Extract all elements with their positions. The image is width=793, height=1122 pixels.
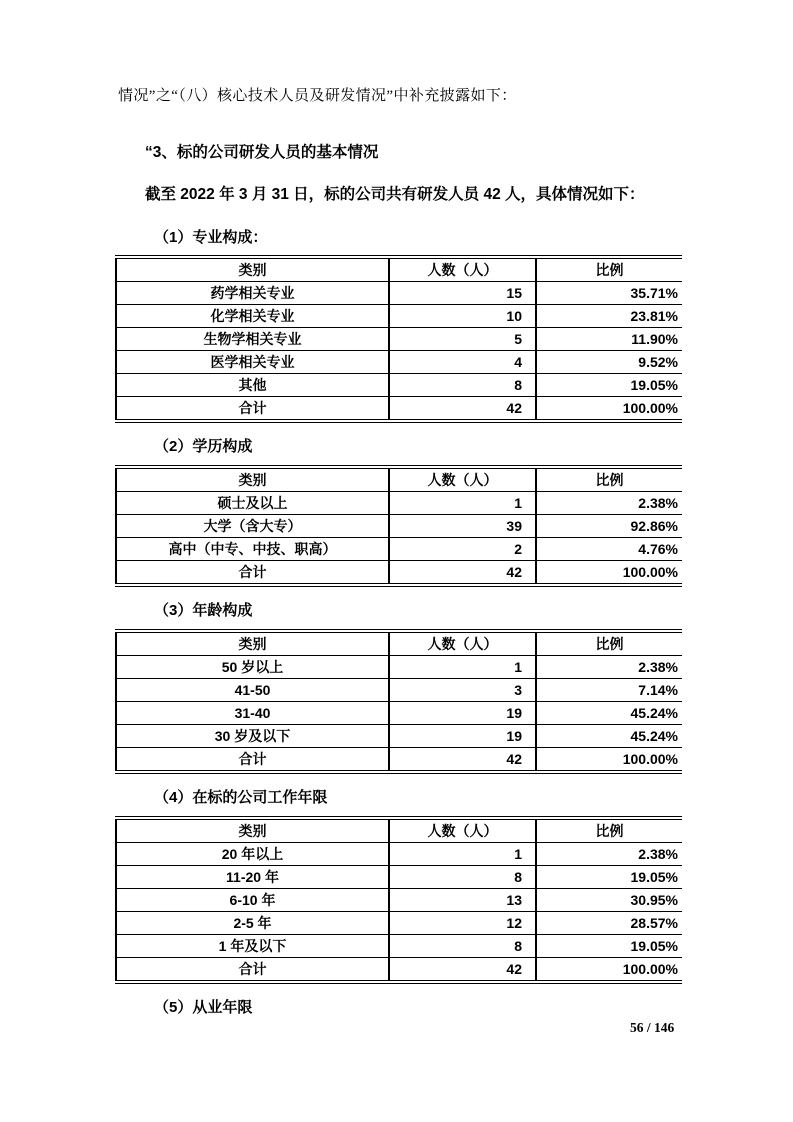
table-row: [116, 282, 682, 305]
table-row: [116, 305, 682, 328]
count-cell: 4: [389, 351, 536, 374]
section-heading: （3）年龄构成: [154, 602, 253, 619]
count-cell: 15: [389, 282, 536, 305]
ratio-cell: 92.86%: [536, 515, 682, 538]
category-cell: 2-5 年: [116, 912, 389, 935]
column-header: 类别: [116, 257, 389, 282]
count-cell: 13: [389, 889, 536, 912]
intro-paragraph: 情况”之“（八）核心技术人员及研发情况”中补充披露如下：: [118, 88, 517, 104]
column-header: 比例: [536, 818, 682, 843]
table-row: [116, 492, 682, 515]
table-row: [116, 561, 682, 586]
lead-paragraph: 截至 2022 年 3 月 31 日，标的公司共有研发人员 42 人，具体情况如下：: [145, 186, 645, 203]
category-cell: 1 年及以下: [116, 935, 389, 958]
count-cell: 8: [389, 866, 536, 889]
header-row: [116, 818, 682, 843]
ratio-cell: 45.24%: [536, 702, 682, 725]
header-row: [116, 631, 682, 656]
category-cell: 30 岁及以下: [116, 725, 389, 748]
ratio-cell: 2.38%: [536, 843, 682, 866]
table-row: [116, 656, 682, 679]
column-header: 比例: [536, 467, 682, 492]
category-cell: 生物学相关专业: [116, 328, 389, 351]
section: [115, 601, 683, 774]
category-cell: 其他: [116, 374, 389, 397]
column-header: 人数（人）: [389, 467, 536, 492]
header-row: [116, 257, 682, 282]
table-row: [116, 958, 682, 983]
category-cell: 硕士及以上: [116, 492, 389, 515]
count-cell: 1: [389, 656, 536, 679]
count-cell: 5: [389, 328, 536, 351]
ratio-cell: 23.81%: [536, 305, 682, 328]
table-row: [116, 725, 682, 748]
column-header: 比例: [536, 631, 682, 656]
count-cell: 19: [389, 725, 536, 748]
ratio-cell: 2.38%: [536, 656, 682, 679]
sections: [115, 228, 683, 1018]
category-cell: 41-50: [116, 679, 389, 702]
category-cell: 药学相关专业: [116, 282, 389, 305]
table-row: [116, 351, 682, 374]
ratio-cell: 30.95%: [536, 889, 682, 912]
category-cell: 合计: [238, 961, 267, 977]
category-cell: 6-10 年: [116, 889, 389, 912]
count-cell: 10: [389, 305, 536, 328]
table-row: [116, 397, 682, 422]
category-cell: 合计: [238, 400, 267, 416]
section: [115, 437, 683, 587]
ratio-cell: 45.24%: [536, 725, 682, 748]
table-row: [116, 538, 682, 561]
count-cell: 42: [389, 958, 536, 983]
count-cell: 12: [389, 912, 536, 935]
category-cell: 合计: [238, 564, 267, 580]
table-row: [116, 889, 682, 912]
category-cell: 高中（中专、中技、职高）: [116, 538, 389, 561]
section-heading: （4）在标的公司工作年限: [154, 789, 328, 806]
table-row: [116, 912, 682, 935]
page-number: 56 / 146: [630, 1020, 675, 1035]
category-cell: 合计: [238, 751, 267, 767]
column-header: 人数（人）: [389, 818, 536, 843]
table-row: [116, 843, 682, 866]
ratio-cell: 19.05%: [536, 935, 682, 958]
ratio-cell: 100.00%: [536, 958, 682, 983]
header-row: [116, 467, 682, 492]
section-heading: （1）专业构成：: [154, 229, 268, 246]
document-page: [115, 86, 683, 1026]
count-cell: 8: [389, 374, 536, 397]
ratio-cell: 4.76%: [536, 538, 682, 561]
count-cell: 42: [389, 748, 536, 773]
table-row: [116, 515, 682, 538]
section: [115, 228, 683, 423]
ratio-cell: 100.00%: [536, 748, 682, 773]
ratio-cell: 19.05%: [536, 374, 682, 397]
category-cell: 化学相关专业: [116, 305, 389, 328]
data-table: [115, 255, 682, 423]
data-table: [115, 629, 682, 774]
section: [115, 788, 683, 984]
data-table: [115, 816, 682, 984]
ratio-cell: 100.00%: [536, 397, 682, 422]
count-cell: 42: [389, 561, 536, 586]
category-cell: 20 年以上: [116, 843, 389, 866]
count-cell: 42: [389, 397, 536, 422]
category-cell: 31-40: [116, 702, 389, 725]
column-header: 类别: [116, 467, 389, 492]
column-header: 人数（人）: [389, 257, 536, 282]
table-row: [116, 866, 682, 889]
table-row: [116, 702, 682, 725]
count-cell: 8: [389, 935, 536, 958]
ratio-cell: 11.90%: [536, 328, 682, 351]
count-cell: 1: [389, 843, 536, 866]
ratio-cell: 28.57%: [536, 912, 682, 935]
ratio-cell: 19.05%: [536, 866, 682, 889]
count-cell: 1: [389, 492, 536, 515]
ratio-cell: 100.00%: [536, 561, 682, 586]
category-cell: 11-20 年: [116, 866, 389, 889]
table-row: [116, 748, 682, 773]
category-cell: 医学相关专业: [116, 351, 389, 374]
table-row: [116, 328, 682, 351]
column-header: 类别: [116, 631, 389, 656]
category-cell: 大学（含大专）: [116, 515, 389, 538]
table-row: [116, 374, 682, 397]
ratio-cell: 2.38%: [536, 492, 682, 515]
column-header: 类别: [116, 818, 389, 843]
table-row: [116, 679, 682, 702]
data-table: [115, 465, 682, 587]
column-header: 比例: [536, 257, 682, 282]
count-cell: 3: [389, 679, 536, 702]
section: [115, 998, 683, 1018]
count-cell: 19: [389, 702, 536, 725]
section-heading: （5）从业年限: [154, 999, 253, 1016]
ratio-cell: 9.52%: [536, 351, 682, 374]
count-cell: 39: [389, 515, 536, 538]
ratio-cell: 7.14%: [536, 679, 682, 702]
column-header: 人数（人）: [389, 631, 536, 656]
count-cell: 2: [389, 538, 536, 561]
ratio-cell: 35.71%: [536, 282, 682, 305]
section-heading: （2）学历构成: [154, 438, 253, 455]
category-cell: 50 岁以上: [116, 656, 389, 679]
table-row: [116, 935, 682, 958]
section-title: “3、标的公司研发人员的基本情况: [145, 144, 379, 161]
